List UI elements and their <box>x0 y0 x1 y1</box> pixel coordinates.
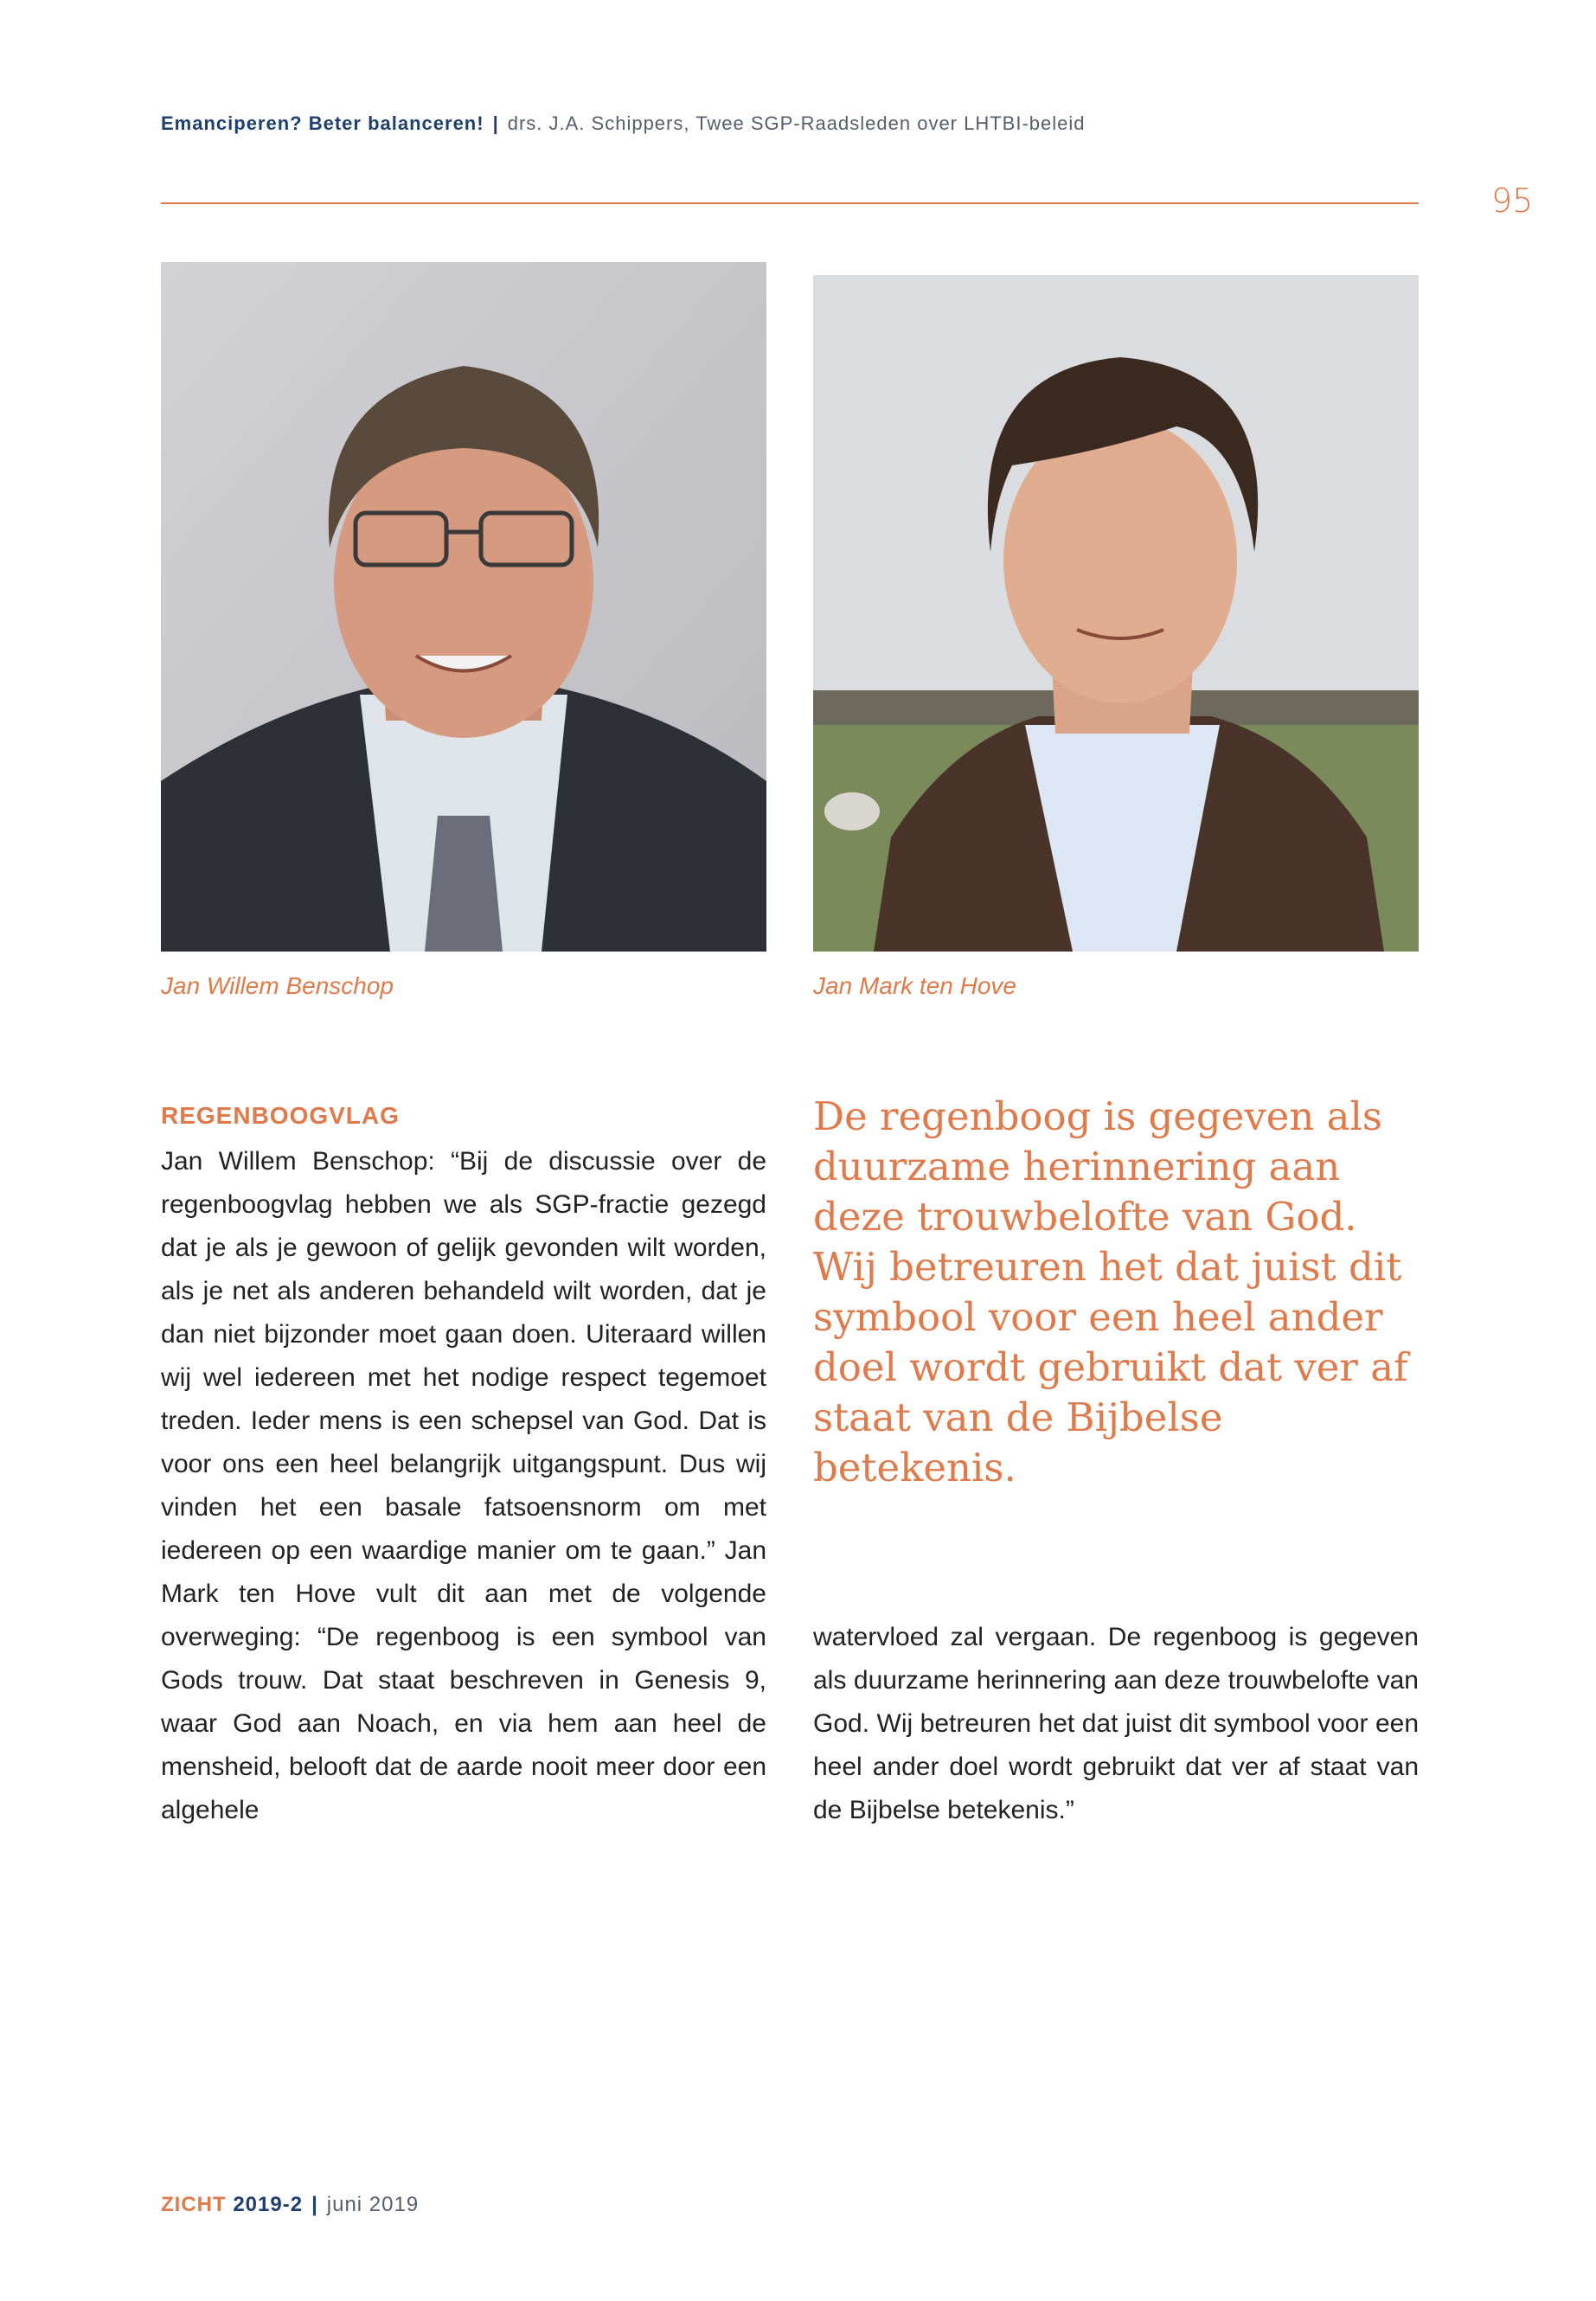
portrait-photo-ten-hove <box>813 275 1419 952</box>
section-heading: REGENBOOGVLAG <box>161 1102 400 1129</box>
page-footer <box>161 2193 419 2217</box>
footer-magazine: ZICHT <box>161 2193 227 2216</box>
header-subtitle: drs. J.A. Schippers, Twee SGP-Raadsleden over LHTBI-beleid <box>507 112 1086 134</box>
body-text-right-column: watervloed zal vergaan. De regenboog is gegeven als duurzame herinnering aan deze trouwbelofte van God. Wij betreuren het dat juist dit symbool voor een heel ander doel wordt gebruikt dat ver af staat van de Bijbelse betekenis.” <box>813 1623 1419 1824</box>
header-rule <box>161 202 1419 204</box>
photo-caption: Jan Mark ten Hove <box>813 972 1016 999</box>
body-text-left-column: Jan Willem Benschop: “Bij de discussie over de regenboogvlag hebben we als SGP-fractie gezegd dat je als je gewoon of gelijk gevonden wilt worden, als je net als anderen behandeld wilt worden, dat je dan niet bijzonder moet gaan doen. Uiteraard willen wij wel iedereen met het nodige respect tegemoet treden. Ieder mens is een schepsel van God. Dat is voor ons een heel belangrijk uitgangspunt. Dus wij vinden het een basale fatsoensnorm om met iedereen op een waardige manier om te gaan.” Jan Mark ten Hove vult dit aan met de volgende overweging: “De regenboog is een symbool van Gods trouw. Dat staat beschreven in Genesis 9, waar God aan Noach, en via hem aan heel de mensheid, belooft dat de aarde nooit meer door een algehele <box>161 1147 766 1824</box>
pull-quote: De regenboog is gegeven als duurzame herinnering aan deze trouwbelofte van God. Wij betreuren het dat juist dit symbool voor een heel ander doel wordt gebruikt dat ver af staat van de Bijbelse betekenis. <box>813 1093 1408 1490</box>
running-header <box>161 112 1424 135</box>
portrait-photo-benschop <box>161 262 766 952</box>
footer-separator: | <box>311 2193 318 2216</box>
footer-date: juni 2019 <box>326 2193 420 2216</box>
footer-issue: 2019-2 <box>233 2193 304 2216</box>
header-separator: | <box>492 112 499 134</box>
header-title: Emanciperen? Beter balanceren! <box>161 112 484 134</box>
page-number: 95 <box>1491 182 1534 220</box>
photo-caption: Jan Willem Benschop <box>161 972 394 999</box>
